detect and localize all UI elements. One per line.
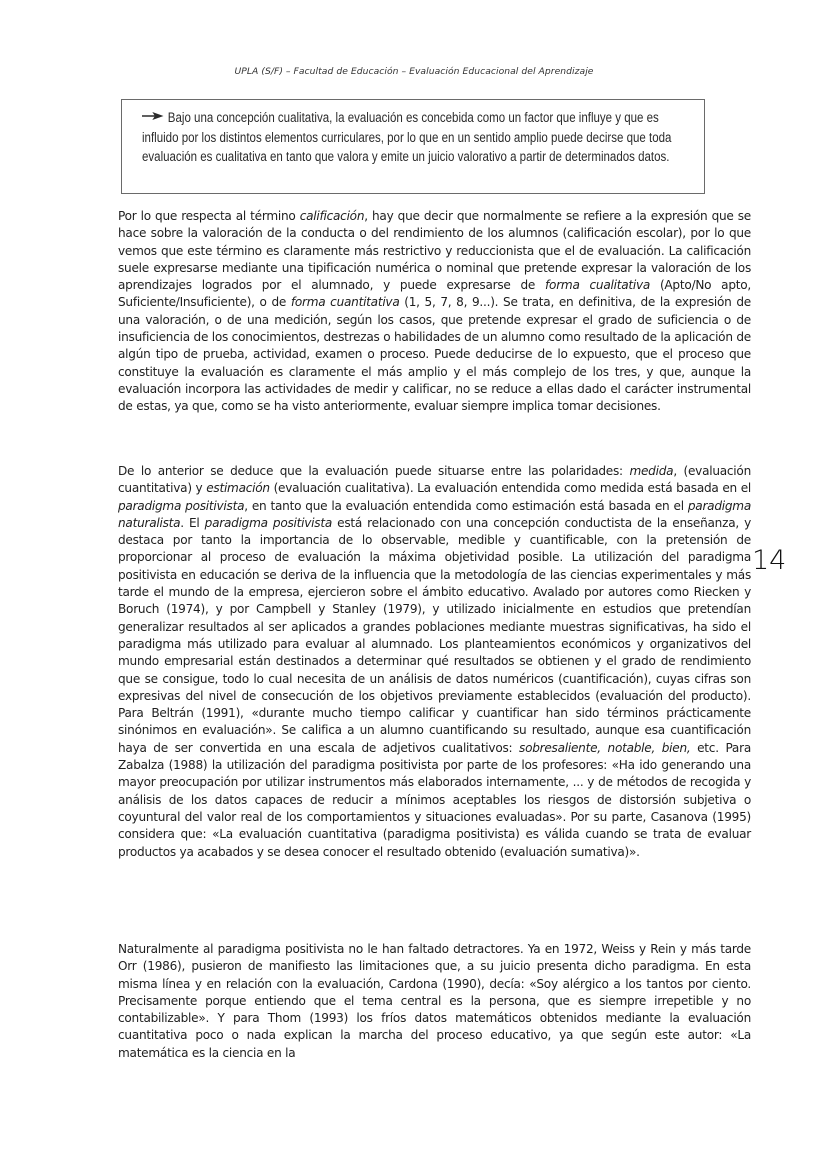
paragraph-calificacion bbox=[118, 208, 751, 416]
text-run: , (evaluación cuantitativa) y bbox=[118, 464, 751, 496]
italic-term: forma cualitativa bbox=[545, 278, 651, 293]
italic-term: paradigma positivista bbox=[204, 515, 332, 530]
paragraph-detractores bbox=[118, 941, 751, 1062]
running-header: UPLA (S/F) – Facultad de Educación – Evaluación Educacional del Aprendizaje bbox=[234, 66, 594, 77]
text-run: Naturalmente al paradigma positivista no le han faltado detractores. Ya en 1972, Weiss y Rein y más tarde Orr (1986), pusieron de manifiesto las limitaciones que, a su juicio presenta dicho paradigma. En esta misma línea y en relación con la evaluación, Cardona (1990), decía: «Soy alérgico a los tantos por ciento. Precisamente porque entiendo que el tema central es la persona, que es siempre irrepetible y no contabilizable». Y para Thom (1993) los fríos datos matemáticos obtenidos mediante la evaluación cuantitativa poco o nada explican la marcha del proceso educativo, ya que según este autor: «La matemática es la ciencia en la bbox=[118, 942, 751, 1060]
text-run: Por lo que respecta al término bbox=[118, 209, 300, 223]
text-run: , en tanto que la evaluación entendida como estimación está basada en el bbox=[244, 498, 688, 513]
callout-text-block bbox=[142, 108, 692, 167]
callout-box bbox=[121, 99, 705, 194]
italic-term: paradigma positivista bbox=[118, 498, 245, 513]
text-run: . El bbox=[180, 515, 205, 530]
italic-term: forma cuantitativa bbox=[290, 295, 400, 310]
text-run: (1, 5, 7, 8, 9...). Se trata, en definitiva, de la expresión de una valoración, o de una medición, según los casos, que pretende expresar el grado de suficiencia o de insuficiencia de los conocimientos, destrezas o habilidades de un alumno como resultado de la aplicación de algún tipo de prueba, actividad, examen o proceso. Puede deducirse de lo expuesto, que el proceso que constituye la evaluación es claramente el más amplio y el más complejo de los tres, y que, aunque la evaluación incorpora las actividades de medir y calificar, no se reduce a ellas dado el carácter instrumental de estas, ya que, como se ha visto anteriormente, evaluar siempre implica tomar decisiones. bbox=[118, 295, 751, 414]
italic-term: paradigma naturalista bbox=[118, 498, 751, 530]
italic-term: estimación bbox=[206, 481, 270, 496]
text-run: está relacionado con una concepción conductista de la enseñanza, y destaca por tanto la importancia de lo observable, medible y cuantificable, con la pretensión de proporcionar al proceso de evaluación la máxima objetividad posible. La utilización del paradigma positivista en educación se deriva de la influencia que la metodología de las ciencias experimentales y más tarde el mundo de la empresa, ejercieron sobre el ámbito educativo. Avalado por autores como Riecken y Boruch (1974), y por Campbell y Stanley (1979), y utilizado inicialmente en estudios que pretendían generalizar resultados al ser aplicados a grandes poblaciones mediante muestras significativas, ha sido el paradigma más utilizado para evaluar al alumnado. Los planteamientos económicos y organizativos del mundo empresarial están destinados a determinar qué resultados se obtienen y el grado de rendimiento que se consigue, todo lo cual necesita de un análisis de datos numéricos (cuantificación), cuyas cifras son expresivas del nivel de consecución de los objetivos previamente establecidos (evaluación del producto). Para Beltrán (1991), «durante mucho tiempo calificar y cuantificar han sido términos prácticamente sinónimos en evaluación». Se califica a un alumno cuantificando su resultado, aunque esa cuantificación haya de ser convertida en una escala de adjetivos cualitativos: bbox=[118, 515, 751, 755]
text-run: (evaluación cualitativa). La evaluación entendida como medida está basada en el bbox=[269, 481, 751, 496]
text-run: , hay que decir que normalmente se refiere a la expresión que se hace sobre la valoración de la conducta o del rendimiento de los alumnos (calificación escolar), por lo que vemos que este término es claramente más restrictivo y reduccionista que el de evaluación. La calificación suele expresarse mediante una tipificación numérica o nominal que pretende expresar la valoración de los aprendizajes logrados por el alumnado, y puede expresarse de bbox=[118, 209, 751, 293]
text-run: etc. Para Zabalza (1988) la utilización del paradigma positivista por parte de los profesores: «Ha ido generando una mayor preocupación por utilizar instrumentos más elaborados internamente, ... y de métodos de recogida y análisis de los datos capaces de reducir a mínimos aceptables los riesgos de distorsión subjetiva o coyuntural del valor real de los comportamientos y situaciones evaluadas». Por su parte, Casanova (1995) considera que: «La evaluación cuantitativa (paradigma positivista) es válida cuando se trata de evaluar productos ya acabados y se desea conocer el resultado obtenido (evaluación sumativa)». bbox=[118, 740, 751, 859]
page-number: 14 bbox=[752, 545, 787, 576]
text-run: De lo anterior se deduce que la evaluación puede situarse entre las polaridades: bbox=[118, 464, 630, 478]
italic-term: sobresaliente, notable, bien, bbox=[519, 740, 691, 755]
italic-term: calificación bbox=[299, 209, 365, 223]
paragraph-paradigmas bbox=[118, 463, 751, 861]
italic-term: medida bbox=[629, 464, 674, 478]
callout-text: Bajo una concepción cualitativa, la evaluación es concebida como un factor que influye y que es influido por los distintos elementos curriculares, por lo que en un sentido amplio puede decirse que toda evaluación es cualitativa en tanto que valora y emite un juicio valorativo a partir de determinados datos. bbox=[142, 110, 672, 164]
arrow-right-icon bbox=[142, 111, 164, 121]
text-run: (Apto/No apto, Suficiente/Insuficiente), o de bbox=[118, 278, 751, 310]
